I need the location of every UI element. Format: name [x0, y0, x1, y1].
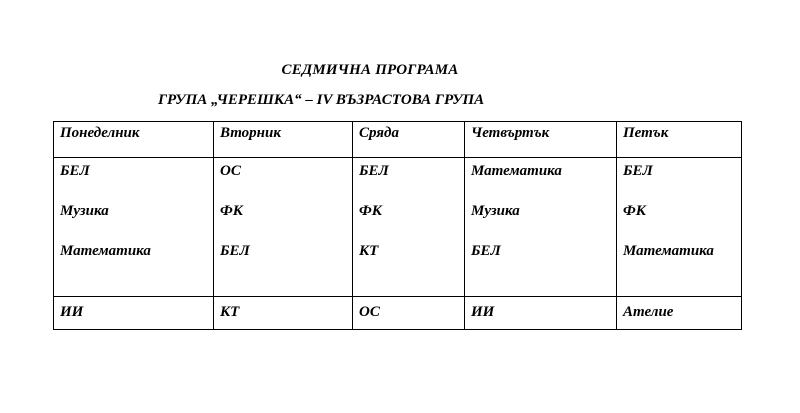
subject-item: Музика	[60, 203, 109, 219]
document-subtitle: ГРУПА „ЧЕРЕШКА“ – IV ВЪЗРАСТОВА ГРУПА	[158, 92, 485, 108]
table-row-main-activities	[54, 158, 742, 297]
day-header-thursday: Четвъртък	[465, 122, 617, 158]
subject-item: ФК	[220, 203, 243, 219]
subject-item: Математика	[471, 163, 562, 179]
subject-item: Математика	[60, 243, 151, 259]
subject-item: БЕЛ	[220, 243, 250, 259]
cell-tuesday-extra: КТ	[214, 297, 353, 330]
subject-item: БЕЛ	[359, 163, 389, 179]
cell-monday-extra: ИИ	[54, 297, 214, 330]
day-header-monday: Понеделник	[54, 122, 214, 158]
day-header-wednesday: Сряда	[353, 122, 465, 158]
table-header-row	[54, 122, 742, 158]
day-header-tuesday: Вторник	[214, 122, 353, 158]
subject-item: КТ	[359, 243, 379, 259]
subject-item: Математика	[623, 243, 714, 259]
subject-item: Музика	[471, 203, 520, 219]
cell-friday-main	[617, 158, 742, 297]
subject-item: ФК	[623, 203, 646, 219]
subject-item: БЕЛ	[623, 163, 653, 179]
cell-monday-main	[54, 158, 214, 297]
weekly-schedule-table	[53, 121, 742, 330]
cell-tuesday-main	[214, 158, 353, 297]
subject-item: ФК	[359, 203, 382, 219]
cell-friday-extra: Ателие	[617, 297, 742, 330]
document-title: СЕДМИЧНА ПРОГРАМА	[281, 62, 459, 78]
cell-wednesday-main	[353, 158, 465, 297]
table-row-extra-activities	[54, 297, 742, 330]
subject-item: БЕЛ	[471, 243, 501, 259]
subject-item: ОС	[220, 163, 241, 179]
cell-thursday-extra: ИИ	[465, 297, 617, 330]
day-header-friday: Петък	[617, 122, 742, 158]
subject-item: БЕЛ	[60, 163, 90, 179]
cell-thursday-main	[465, 158, 617, 297]
cell-wednesday-extra: ОС	[353, 297, 465, 330]
